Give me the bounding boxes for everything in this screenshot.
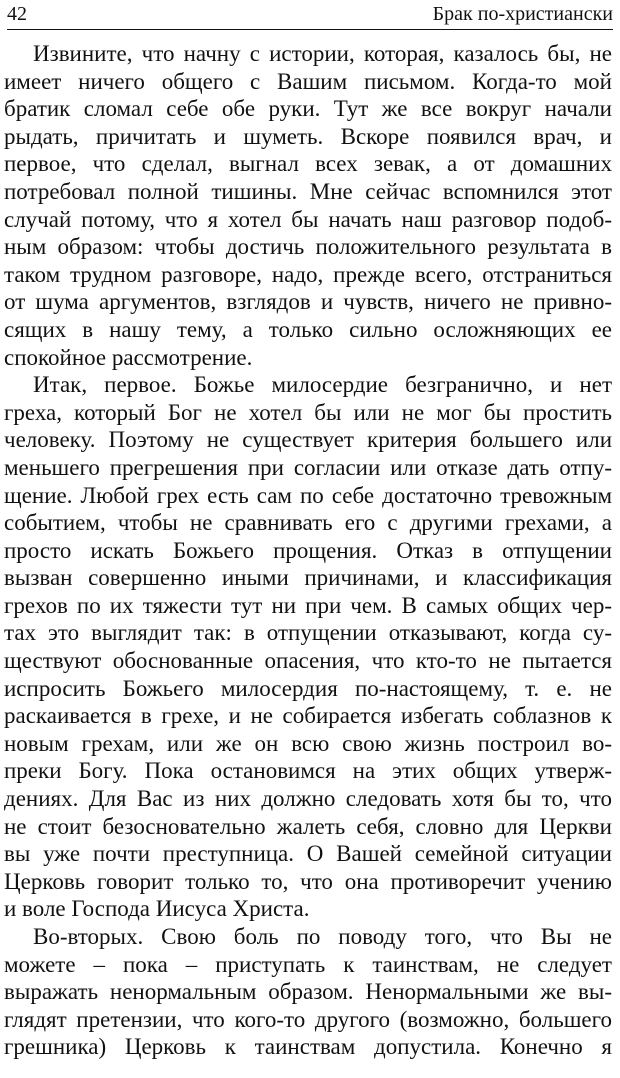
text-line: рыдать, причитать и шуметь. Вскоре появился врач, и xyxy=(4,123,612,149)
text-line: испросить Божьего милосердия по-настоящему, т. е. не xyxy=(4,675,612,701)
text-line: глядят претензии, что кого-то другого (возможно, большего xyxy=(4,1006,612,1032)
text-line: сящих в нашу тему, а только сильно осложняющих ее xyxy=(4,316,612,342)
text-line: Церковь говорит только то, что она противоречит учению xyxy=(4,868,612,894)
text-line: просто искать Божьего прощения. Отказ в отпущении xyxy=(4,537,612,563)
text-line: потребовал полной тишины. Мне сейчас вспомнился этот xyxy=(4,178,612,204)
text-line: дениях. Для Вас из них должно следовать хотя бы то, что xyxy=(4,786,612,812)
text-line: и воле Господа Иисуса Христа. xyxy=(4,896,310,922)
text-line: от шума аргументов, взглядов и чувств, ничего не привно- xyxy=(4,289,612,315)
text-line: греха, который Бог не хотел бы или не мог бы простить xyxy=(4,399,612,425)
text-line: событием, чтобы не сравнивать его с другими грехами, а xyxy=(4,510,612,536)
text-line: ществуют обоснованные опасения, что кто-то не пытается xyxy=(4,648,612,674)
running-title: Брак по-христиански xyxy=(432,3,613,25)
text-line: не стоит безосновательно жалеть себя, словно для Церкви xyxy=(4,813,612,839)
text-line: имеет ничего общего с Вашим письмом. Когда-то мой xyxy=(4,68,612,94)
header-rule xyxy=(7,29,613,30)
text-line: первое, что сделал, выгнал всех зевак, а от домашних xyxy=(4,151,612,177)
text-line: тах это выглядит так: в отпущении отказывают, когда су- xyxy=(4,620,612,646)
body-text xyxy=(4,40,612,1061)
text-line: Итак, первое. Божье милосердие безгранично, и нет xyxy=(33,372,612,398)
text-line: щение. Любой грех есть сам по себе достаточно тревожным xyxy=(4,482,612,508)
page-number: 42 xyxy=(7,3,27,25)
text-line: человеку. Поэтому не существует критерия большего или xyxy=(4,427,612,453)
text-line: раскаивается в грехе, и не собирается избегать соблазнов к xyxy=(4,703,612,729)
text-line: грешника) Церковь к таинствам допустила. Конечно я xyxy=(4,1034,612,1060)
paragraph-3 xyxy=(4,923,612,1061)
running-header xyxy=(7,0,613,30)
text-line: преки Богу. Пока остановимся на этих общих утверж- xyxy=(4,758,612,784)
paragraph-2 xyxy=(4,371,612,923)
text-line: меньшего прегрешения при согласии или отказе дать отпу- xyxy=(4,454,612,480)
text-line: ным образом: чтобы достичь положительного результата в xyxy=(4,234,612,260)
text-line: вызван совершенно иными причинами, и классификация xyxy=(4,565,612,591)
text-line: можете – пока – приступать к таинствам, не следует xyxy=(4,951,612,977)
text-line: спокойное рассмотрение. xyxy=(4,344,253,370)
text-line: случай потому, что я хотел бы начать наш разговор подоб- xyxy=(4,206,612,232)
text-line: грехов по их тяжести тут ни при чем. В самых общих чер- xyxy=(4,592,612,618)
paragraph-1 xyxy=(4,40,612,371)
text-line: выражать ненормальным образом. Ненормальными же вы- xyxy=(4,979,612,1005)
text-line: Во-вторых. Свою боль по поводу того, что Вы не xyxy=(33,924,612,949)
text-line: вы уже почти преступница. О Вашей семейной ситуации xyxy=(4,841,612,867)
text-line: таком трудном разговоре, надо, прежде всего, отстраниться xyxy=(4,261,612,287)
text-line: новым грехам, или же он всю свою жизнь построил во- xyxy=(4,730,612,756)
text-line: Извините, что начну с истории, которая, казалось бы, не xyxy=(33,41,612,66)
text-line: братик сломал себе обе руки. Тут же все вокруг начали xyxy=(4,96,612,122)
